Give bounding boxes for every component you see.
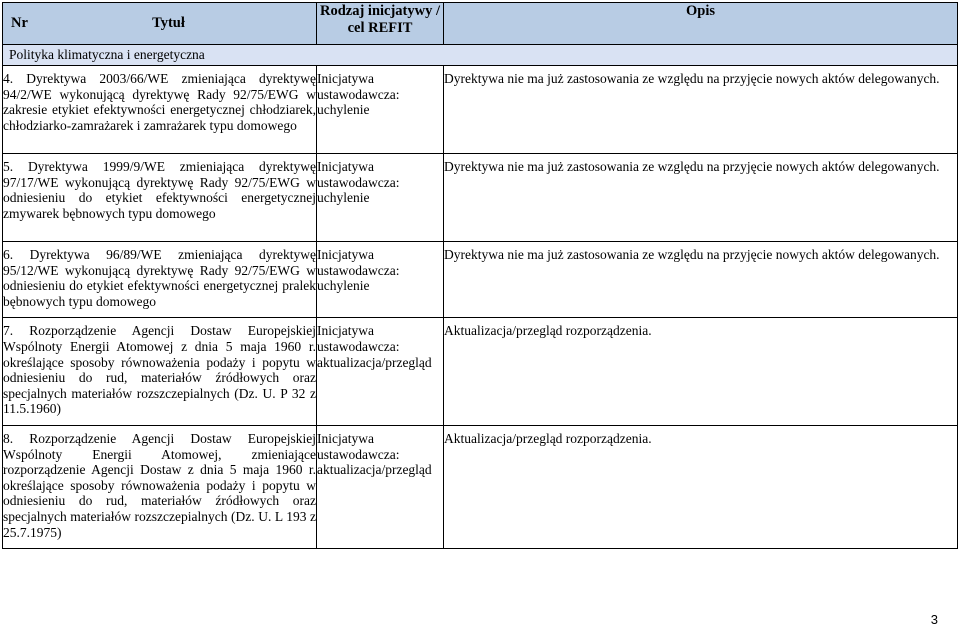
row-title-cell — [3, 154, 317, 242]
header-nr-title — [3, 3, 317, 45]
table-row — [3, 66, 958, 154]
section-label: Polityka klimatyczna i energetyczna — [3, 45, 958, 66]
table-row — [3, 154, 958, 242]
row-title-cell — [3, 318, 317, 426]
header-description: Opis — [444, 3, 958, 45]
row-type: Inicjatywa ustawodawcza: uchylenie — [317, 66, 444, 154]
row-type: Inicjatywa ustawodawcza: uchylenie — [317, 242, 444, 318]
row-number: 7. — [3, 323, 14, 339]
row-number: 8. — [3, 430, 14, 446]
header-type-line2: cel REFIT — [347, 20, 413, 36]
row-title: Rozporządzenie Agencji Dostaw Europejskiej Wspólnoty Energii Atomowej, zmieniające rozporządzenie Agencji Dostaw z dnia 5 maja 1960 r. określające sposoby równoważenia podaży i popytu w odniesieniu do rud, materiałów źródłowych oraz specjalnych materiałów rozszczepialnych (Dz. U. L 193 z 25.7.1975) — [3, 430, 317, 540]
row-type: Inicjatywa ustawodawcza: aktualizacja/przegląd — [317, 318, 444, 426]
legislation-table — [2, 2, 958, 549]
row-description: Dyrektywa nie ma już zastosowania ze względu na przyjęcie nowych aktów delegowanych. — [444, 66, 958, 154]
page-number: 3 — [930, 612, 938, 627]
header-nr: Nr — [11, 15, 28, 31]
row-title: Dyrektywa 1999/9/WE zmieniająca dyrektywę 97/17/WE wykonującą dyrektywę Rady 92/75/EWG w odniesieniu do etykiet efektywności energetycznej zmywarek bębnowych typu domowego — [3, 159, 317, 221]
header-type-line1: Rodzaj inicjatywy / — [319, 3, 440, 19]
row-type: Inicjatywa ustawodawcza: uchylenie — [317, 154, 444, 242]
row-description: Dyrektywa nie ma już zastosowania ze względu na przyjęcie nowych aktów delegowanych. — [444, 154, 958, 242]
row-description: Dyrektywa nie ma już zastosowania ze względu na przyjęcie nowych aktów delegowanych. — [444, 242, 958, 318]
table-row — [3, 318, 958, 426]
row-title: Dyrektywa 96/89/WE zmieniająca dyrektywę 95/12/WE wykonującą dyrektywę Rady 92/75/EWG w odniesieniu do etykiet efektywności energetycznej pralek bębnowych typu domowego — [3, 247, 317, 309]
row-title-cell — [3, 66, 317, 154]
row-number: 6. — [3, 247, 14, 262]
row-type: Inicjatywa ustawodawcza: aktualizacja/przegląd — [317, 425, 444, 548]
header-type — [317, 3, 444, 45]
row-title-cell — [3, 242, 317, 318]
row-title-cell — [3, 425, 317, 548]
row-number: 5. — [3, 159, 14, 174]
row-number: 4. — [3, 71, 14, 86]
row-description: Aktualizacja/przegląd rozporządzenia. — [444, 425, 958, 548]
section-row — [3, 45, 958, 66]
header-title: Tytuł — [152, 15, 185, 31]
table-row — [3, 242, 958, 318]
table-row — [3, 425, 958, 548]
table-header-row — [3, 3, 958, 45]
row-title: Dyrektywa 2003/66/WE zmieniająca dyrektywę 94/2/WE wykonującą dyrektywę Rady 92/75/EWG w zakresie etykiet efektywności energetycznej chłodziarek, chłodziarko-zamrażarek i zamrażarek typu domowego — [3, 71, 317, 133]
row-description: Aktualizacja/przegląd rozporządzenia. — [444, 318, 958, 426]
row-title: Rozporządzenie Agencji Dostaw Europejskiej Wspólnoty Energii Atomowej z dnia 5 maja 1960 r. określające sposoby równoważenia podaży i popytu w odniesieniu do rud, materiałów źródłowych oraz specjalnych materiałów rozszczepialnych (Dz. U. P 32 z 11.5.1960) — [3, 323, 317, 417]
